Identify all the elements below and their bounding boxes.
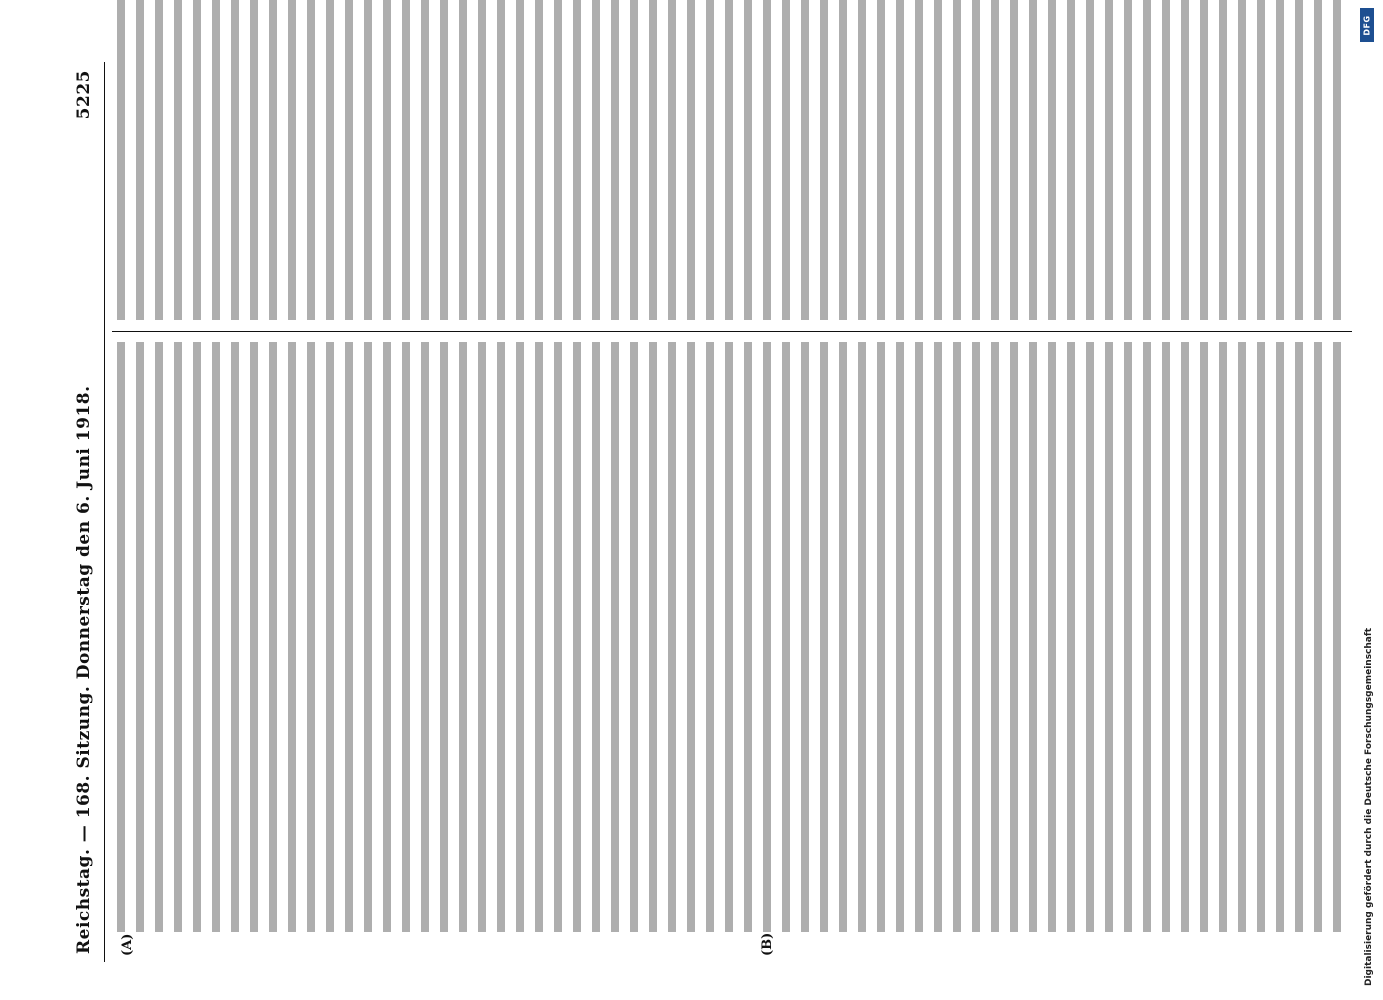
left-column-text bbox=[112, 342, 1352, 932]
right-column-text bbox=[112, 0, 1352, 320]
running-header bbox=[68, 62, 102, 962]
margin-mark-b: (B) bbox=[760, 932, 775, 956]
dfg-logo-label: DFG bbox=[1362, 14, 1372, 36]
dfg-logo bbox=[1360, 8, 1374, 42]
digitisation-note: Digitalisierung gefördert durch die Deutsche Forschungsgemeinschaft bbox=[1364, 627, 1374, 986]
margin-mark-a: (A) bbox=[120, 933, 135, 956]
page-number: 5225 bbox=[74, 70, 94, 120]
header-rule bbox=[104, 62, 105, 962]
running-header-title: Reichstag. — 168. Sitzung. Donnerstag den 6. Juni 1918. bbox=[74, 385, 94, 954]
column-divider bbox=[112, 331, 1352, 332]
rotated-page bbox=[60, 62, 1360, 962]
right-text-column bbox=[112, 0, 1352, 320]
left-text-column bbox=[112, 342, 1352, 932]
